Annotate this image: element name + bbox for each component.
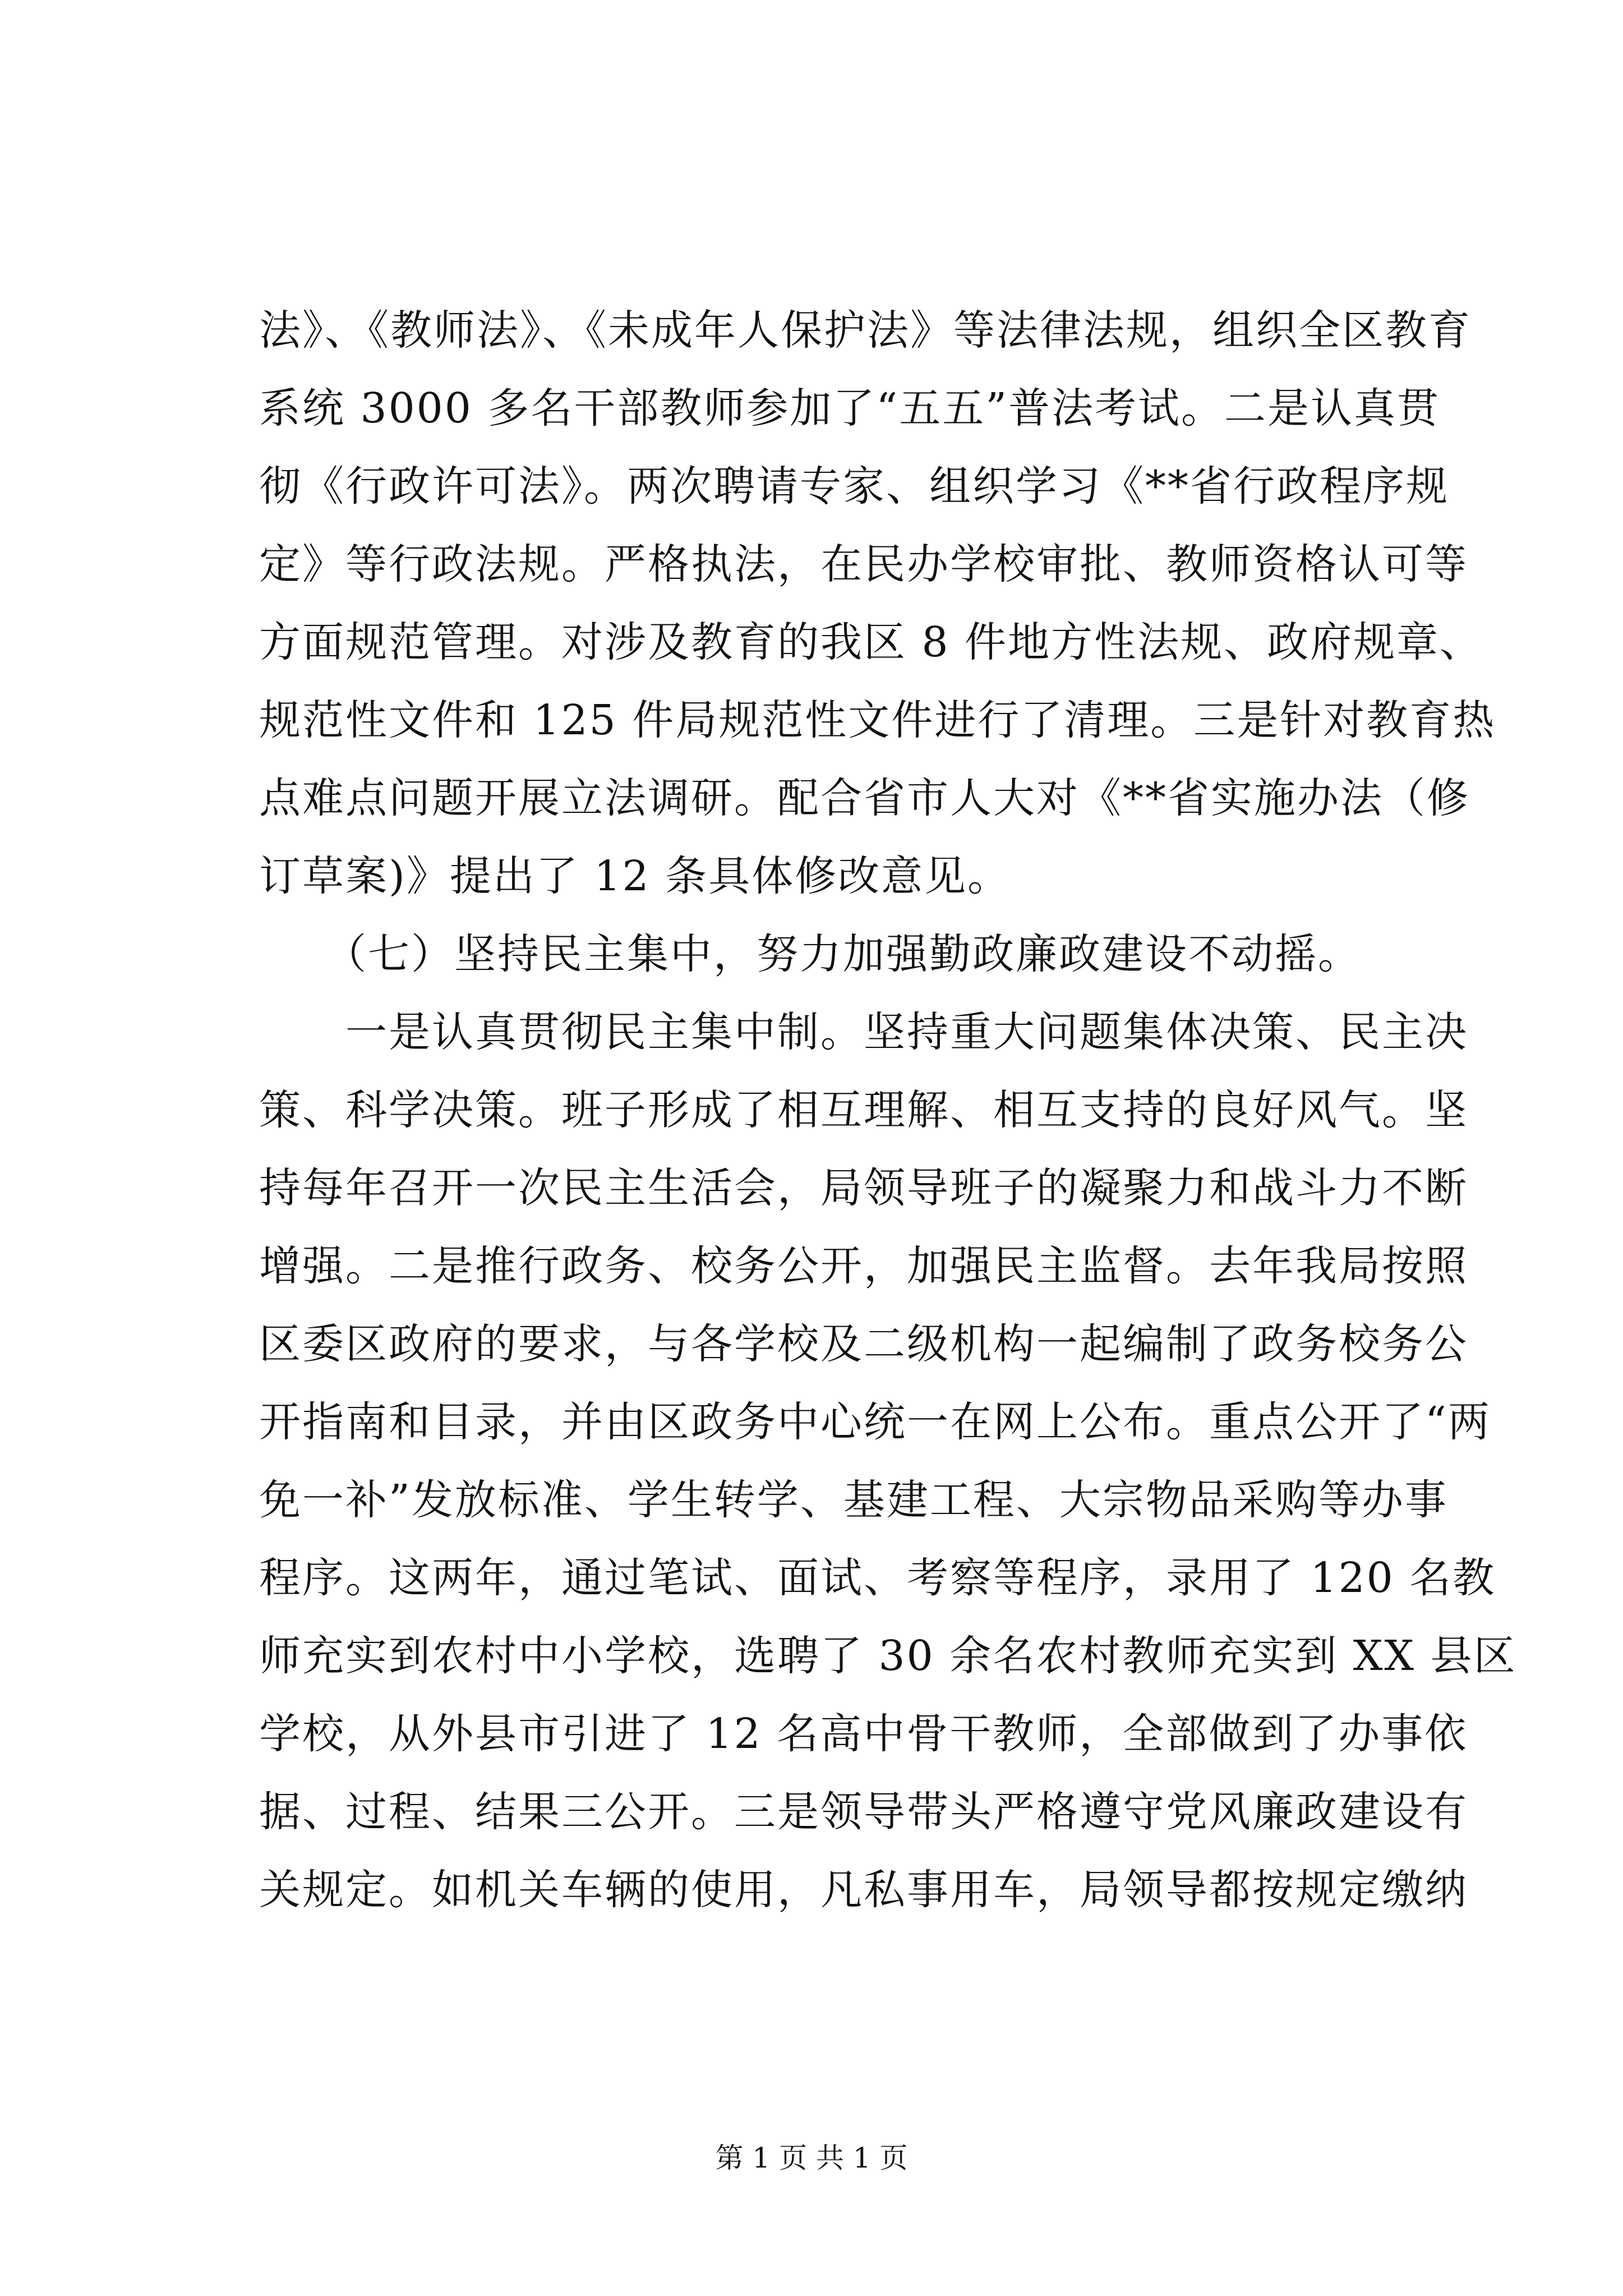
section-heading: （七）坚持民主集中，努力加强勤政廉政建设不动摇。 (259, 930, 1361, 978)
page-number-footer: 第 1 页 共 1 页 (715, 2142, 908, 2174)
text-line: 区委区政府的要求，与各学校及二级机构一起编制了政务校务公 (259, 1320, 1468, 1368)
text-line: 学校，从外县市引进了 12 名高中骨干教师，全部做到了办事依 (259, 1710, 1468, 1758)
text-line: 据、过程、结果三公开。三是领导带头严格遵守党风廉政建设有 (259, 1788, 1468, 1836)
text-line: 关规定。如机关车辆的使用，凡私事用车，局领导都按规定缴纳 (259, 1866, 1468, 1914)
text-line: 策、科学决策。班子形成了相互理解、相互支持的良好风气。坚 (259, 1086, 1468, 1134)
text-line: 持每年召开一次民主生活会，局领导班子的凝聚力和战斗力不断 (259, 1164, 1468, 1212)
text-line: 规范性文件和 125 件局规范性文件进行了清理。三是针对教育热 (259, 696, 1496, 744)
text-line: 点难点问题开展立法调研。配合省市人大对《**省实施办法（修 (259, 774, 1470, 822)
text-line: 订草案)》提出了 12 条具体修改意见。 (259, 852, 1011, 900)
text-line: 师充实到农村中小学校，选聘了 30 余名农村教师充实到 XX 县区 (259, 1632, 1517, 1680)
text-line: 方面规范管理。对涉及教育的我区 8 件地方性法规、政府规章、 (259, 618, 1483, 666)
text-line: 定》等行政法规。严格执法，在民办学校审批、教师资格认可等 (259, 540, 1468, 588)
body-text (259, 292, 1517, 1929)
text-line: 一是认真贯彻民主集中制。坚持重大问题集体决策、民主决 (259, 1008, 1468, 1056)
text-line: 彻《行政许可法》。两次聘请专家、组织学习《**省行政程序规 (259, 462, 1449, 510)
text-line: 免一补”发放标准、学生转学、基建工程、大宗物品采购等办事 (259, 1476, 1448, 1524)
text-line: 开指南和目录，并由区政务中心统一在网上公布。重点公开了“两 (259, 1398, 1491, 1446)
text-line: 增强。二是推行政务、校务公开，加强民主监督。去年我局按照 (259, 1242, 1468, 1290)
text-line: 程序。这两年，通过笔试、面试、考察等程序，录用了 120 名教 (259, 1554, 1496, 1602)
text-line: 法》、《教师法》、《未成年人保护法》等法律法规，组织全区教育 (259, 306, 1472, 355)
text-line: 系统 3000 多名干部教师参加了“五五”普法考试。二是认真贯 (259, 384, 1441, 432)
